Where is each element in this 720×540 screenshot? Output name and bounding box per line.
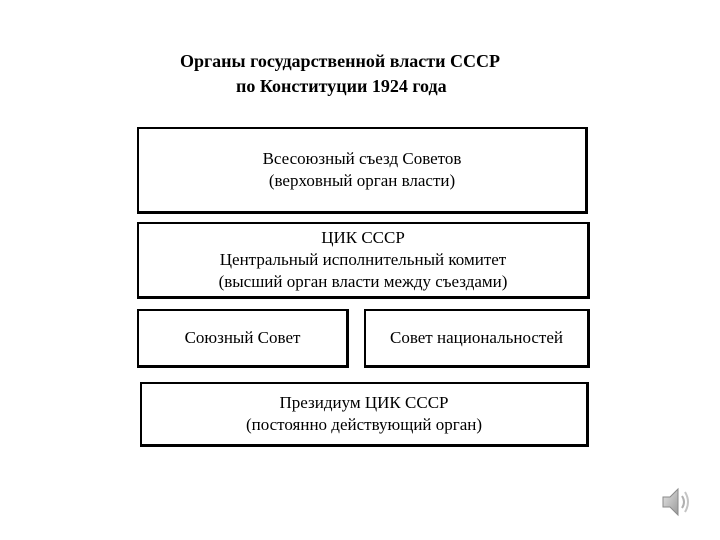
congress-box [137,127,588,214]
title-line-1: Органы государственной власти СССР [180,51,501,71]
presidium-name: Президиум ЦИК СССР [279,393,449,412]
speaker-icon[interactable] [660,485,694,519]
presidium-box [140,382,589,447]
cik-name: ЦИК СССР [321,228,405,247]
presidium-description: (постоянно действующий орган) [245,415,483,434]
union-council-box [137,309,349,368]
cik-description: (высший орган власти между съездами) [218,272,508,291]
title-line-2: по Конституции 1924 года [236,76,447,96]
cik-full-name: Центральный исполнительный комитет [219,250,507,269]
congress-description: (верховный орган власти) [268,171,456,190]
nationalities-council-label: Совет национальностей [390,328,563,347]
union-council-label: Союзный Совет [184,328,301,347]
cik-box [137,222,590,299]
nationalities-council-box [364,309,590,368]
congress-name: Всесоюзный съезд Советов [262,149,462,168]
